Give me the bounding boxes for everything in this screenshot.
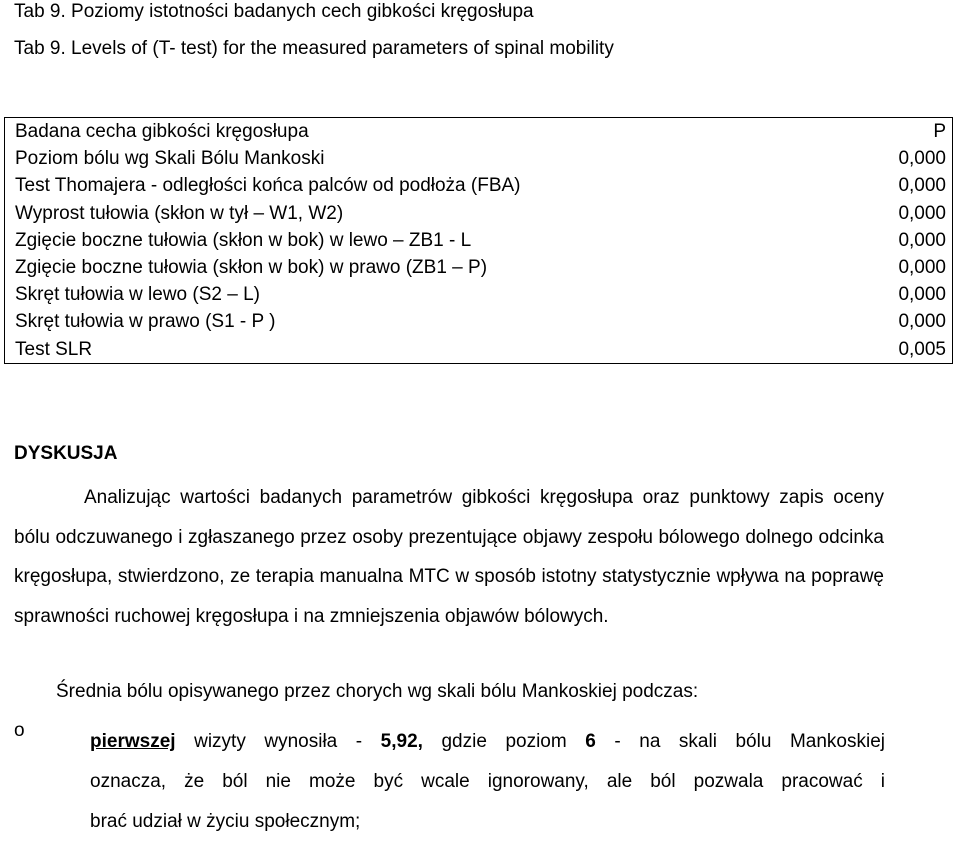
bullet-item	[90, 722, 885, 842]
row-label: Test Thomajera - odległości końca palców od podłoża (FBA)	[15, 175, 521, 197]
row-label: Zgięcie boczne tułowia (skłon w bok) w lewo – ZB1 - L	[15, 229, 472, 251]
table-row	[5, 227, 953, 254]
row-label: Test SLR	[15, 338, 93, 360]
results-table	[4, 117, 953, 364]
table-row	[5, 200, 953, 227]
table-row	[5, 172, 953, 199]
mean-pain-intro: Średnia bólu opisywanego przez chorych wg skali bólu Mankoskiej podczas:	[56, 681, 699, 702]
table-row	[5, 281, 953, 308]
paragraph-text: Analizując wartości badanych parametrów gibkości kręgosłupa oraz punktowy zapis oceny bólu odczuwanego i zgłaszanego przez osoby prezentujące objawy zespołu bólowego dolnego odcinka kręgosłupa, stwierdzono, ze terapia manualna MTC w sposób istotny statystycznie wpływa na poprawę sprawności ruchowej kręgosłupa i na zmniejszenia objawów bólowych.	[14, 487, 884, 627]
table-row	[5, 336, 953, 364]
row-label: Skręt tułowia w lewo (S2 – L)	[15, 284, 260, 306]
row-label: Skręt tułowia w prawo (S1 - P )	[15, 311, 276, 333]
bullet-text-3: - na skali bólu Mankoskiej	[595, 731, 885, 752]
table-row	[5, 145, 953, 172]
bullet-line-3: brać udział w życiu społecznym;	[90, 811, 361, 832]
row-value: 0,000	[898, 202, 946, 224]
bullet-marker: o	[14, 720, 25, 741]
discussion-paragraph	[14, 478, 884, 636]
row-label: Wyprost tułowia (skłon w tył – W1, W2)	[15, 202, 344, 224]
row-value: 0,000	[898, 284, 946, 306]
table-caption-english: Tab 9. Levels of (T- test) for the measured parameters of spinal mobility	[14, 38, 614, 59]
bold-value-2: 6	[585, 731, 596, 752]
row-value: 0,000	[898, 257, 946, 279]
section-heading: DYSKUSJA	[14, 443, 118, 464]
bullet-text-1: wizyty wynosiła -	[175, 731, 381, 752]
header-label: Badana cecha gibkości kręgosłupa	[15, 121, 309, 143]
header-value: P	[933, 121, 946, 143]
bullet-text-2: gdzie poziom	[422, 731, 586, 752]
table-caption-polish: Tab 9. Poziomy istotności badanych cech gibkości kręgosłupa	[14, 1, 534, 22]
bullet-line-1	[90, 722, 885, 762]
row-value: 0,000	[898, 148, 946, 170]
row-value: 0,000	[898, 229, 946, 251]
row-label: Zgięcie boczne tułowia (skłon w bok) w prawo (ZB1 – P)	[15, 257, 488, 279]
table-row	[5, 254, 953, 281]
row-value: 0,005	[898, 338, 946, 360]
row-label: Poziom bólu wg Skali Bólu Mankoski	[15, 148, 325, 170]
row-value: 0,000	[898, 175, 946, 197]
row-value: 0,000	[898, 311, 946, 333]
table-header-row	[5, 118, 953, 146]
table-row	[5, 308, 953, 335]
bold-value-1: 5,92,	[380, 731, 423, 752]
bullet-line-2: oznacza, że ból nie może być wcale ignorowany, ale ból pozwala pracować i	[90, 771, 885, 792]
underlined-word: pierwszej	[90, 731, 176, 752]
